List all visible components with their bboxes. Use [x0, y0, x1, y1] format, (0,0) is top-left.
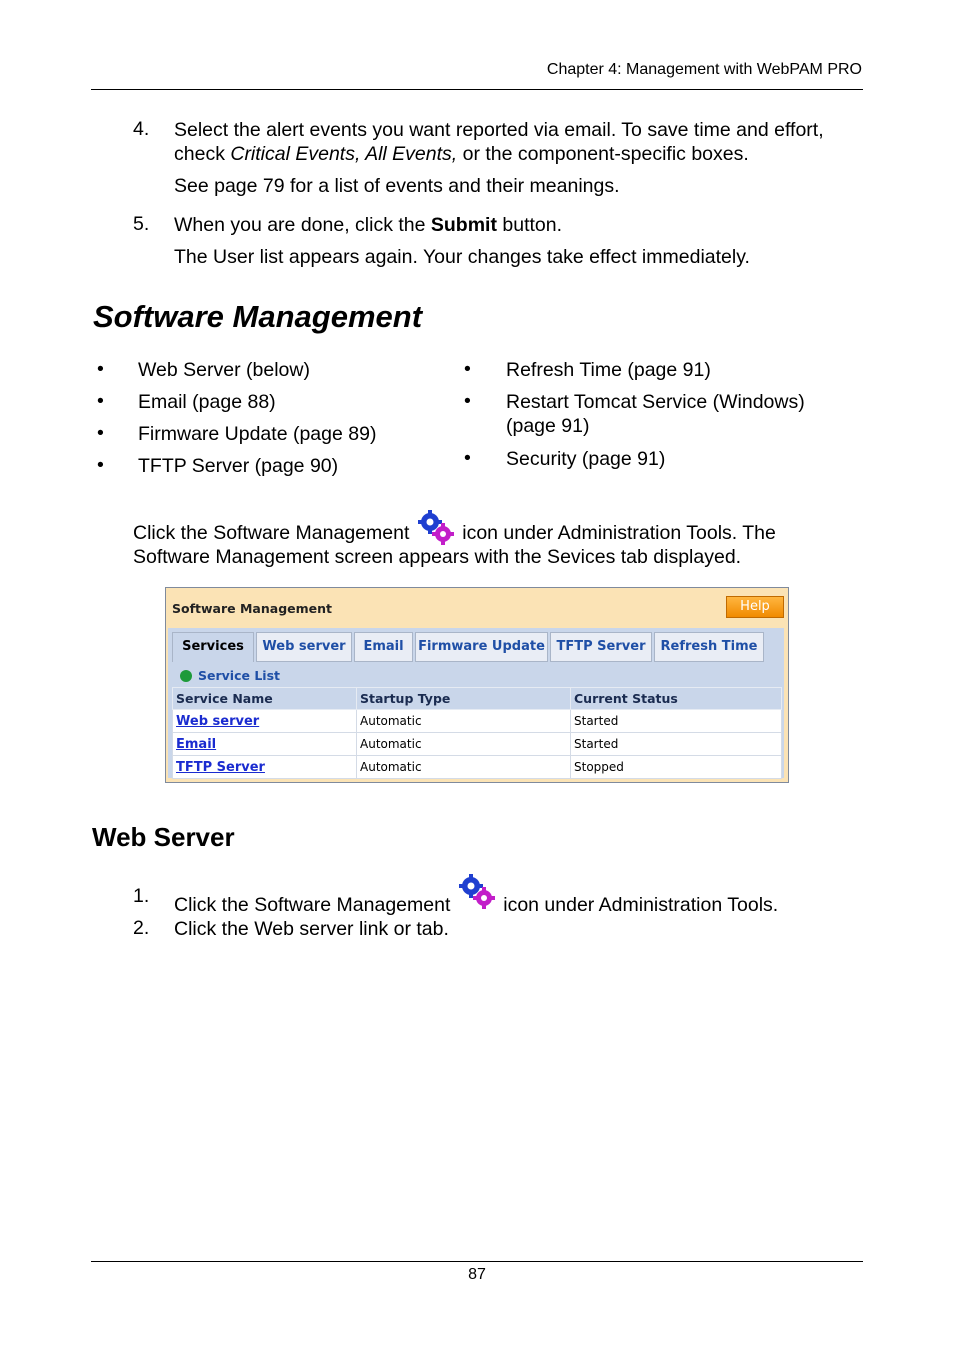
step-4-line1: Select the alert events you want reported via email. To save time and effort, [174, 119, 824, 141]
step-number: 5. [133, 213, 150, 235]
bullet-dot: • [464, 358, 471, 380]
running-header: Chapter 4: Management with WebPAM PRO [546, 61, 862, 78]
tab-web-server[interactable]: Web server [256, 632, 352, 662]
software-management-screenshot [165, 587, 789, 783]
step-1-pre: Click the Software Management [174, 894, 451, 916]
gears-icon [417, 509, 455, 547]
step-4-pre: check [174, 143, 231, 165]
step-5-post: button. [496, 214, 563, 236]
tab-firmware-update[interactable]: Firmware Update [415, 632, 548, 662]
panel-title: Software Management [172, 601, 332, 616]
service-table [172, 687, 782, 779]
bullet-item: Web Server (below) [138, 359, 310, 381]
service-link-tftp-server[interactable]: TFTP Server [176, 759, 265, 775]
tab-refresh-time[interactable]: Refresh Time [654, 632, 764, 662]
page-number: 87 [468, 1266, 486, 1283]
bullet-item: Refresh Time (page 91) [506, 359, 711, 381]
bullet-item: Email (page 88) [138, 391, 276, 413]
table-row [173, 756, 782, 779]
step-number: 1. [133, 885, 150, 907]
table-row [173, 710, 782, 733]
service-list-label[interactable] [180, 668, 280, 683]
gears-icon [458, 873, 496, 911]
bullet-dot: • [97, 454, 104, 476]
cell: Automatic [357, 733, 571, 756]
column-header: Service Name [173, 688, 357, 710]
expand-icon [180, 670, 192, 682]
bullet-dot: • [97, 422, 104, 444]
bullet-item-continued: (page 91) [506, 415, 590, 437]
step-4-line2 [174, 142, 864, 166]
service-link-email[interactable]: Email [176, 736, 217, 752]
step-5-pre: When you are done, click the [174, 214, 431, 236]
subsection-title: Web Server [92, 822, 235, 852]
bullet-dot: • [464, 390, 471, 412]
help-button[interactable]: Help [726, 596, 784, 618]
service-link-web-server[interactable]: Web server [176, 713, 260, 729]
step-4-emphasis: Critical Events, All Events, [230, 143, 458, 165]
tab-email[interactable]: Email [354, 632, 413, 662]
step-4-post: or the component-specific boxes. [457, 143, 749, 165]
cell: Started [571, 710, 782, 733]
bullet-item: TFTP Server (page 90) [138, 455, 339, 477]
step-4-text [174, 118, 864, 166]
cell: Automatic [357, 756, 571, 779]
footer-rule [91, 1261, 863, 1262]
column-header: Startup Type [357, 688, 571, 710]
cell: Stopped [571, 756, 782, 779]
bullet-dot: • [464, 447, 471, 469]
step-5-bold: Submit [430, 214, 497, 236]
table-row [173, 733, 782, 756]
service-list-text: Service List [198, 668, 280, 683]
tab-services[interactable]: Services [172, 632, 254, 662]
cell: Automatic [357, 710, 571, 733]
tab-area [168, 628, 784, 778]
bullet-item: Firmware Update (page 89) [138, 423, 377, 445]
cell [173, 710, 357, 733]
step-5-note: The User list appears again. Your changes take effect immediately. [174, 246, 750, 268]
intro-line2: Software Management screen appears with the Sevices tab displayed. [133, 546, 742, 568]
step-number: 2. [133, 917, 150, 939]
tab-tftp-server[interactable]: TFTP Server [550, 632, 652, 662]
cell: Started [571, 733, 782, 756]
intro-post: icon under Administration Tools. The [462, 522, 776, 544]
header-rule [91, 89, 863, 90]
step-number: 4. [133, 118, 150, 140]
column-header: Current Status [571, 688, 782, 710]
step-1-text [174, 873, 864, 917]
step-2-text: Click the Web server link or tab. [174, 918, 449, 940]
bullet-item: Restart Tomcat Service (Windows) [506, 391, 805, 413]
step-1-post: icon under Administration Tools. [503, 894, 779, 916]
cell [173, 733, 357, 756]
cell [173, 756, 357, 779]
section-title: Software Management [93, 299, 423, 334]
bullet-dot: • [97, 358, 104, 380]
step-4-note: See page 79 for a list of events and their meanings. [174, 175, 620, 197]
bullet-item: Security (page 91) [506, 448, 666, 470]
step-5-text [174, 213, 864, 237]
bullet-dot: • [97, 390, 104, 412]
intro-line1 [133, 509, 776, 547]
intro-pre: Click the Software Management [133, 522, 410, 544]
